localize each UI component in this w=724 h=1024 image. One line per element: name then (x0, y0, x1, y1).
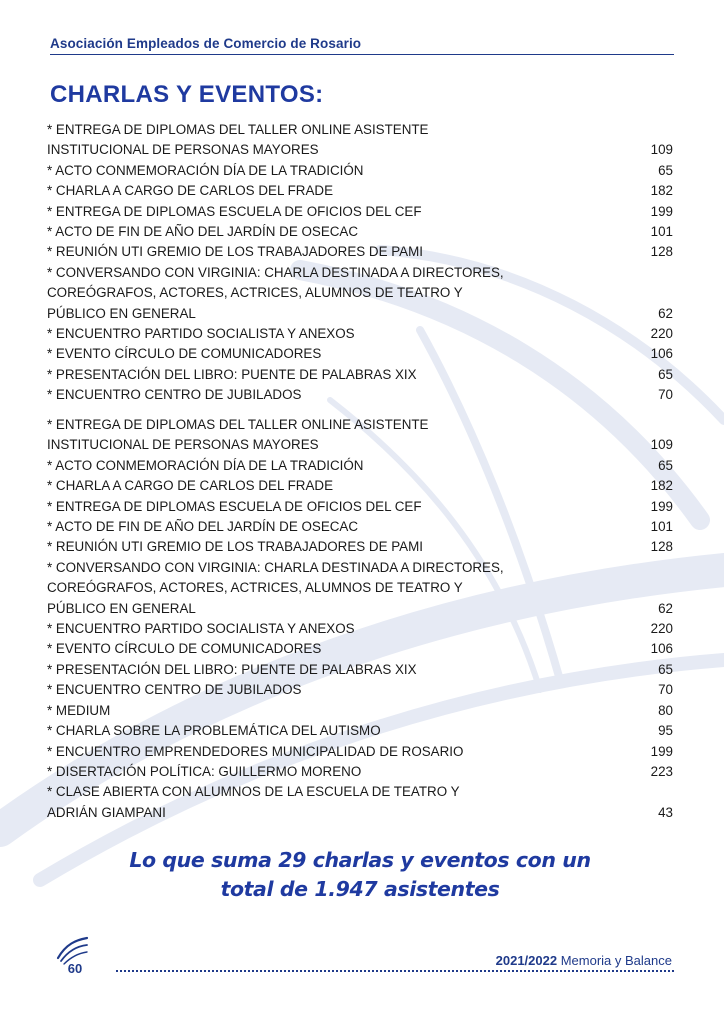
event-attendees: 43 (658, 804, 673, 820)
event-row (47, 263, 673, 324)
event-row (47, 558, 673, 619)
page-header (50, 36, 674, 55)
event-row (47, 619, 673, 639)
event-row (47, 721, 673, 741)
event-name: * ENTREGA DE DIPLOMAS DEL TALLER ONLINE ASISTENTE INSTITUCIONAL DE PERSONAS MAYORES (47, 122, 429, 158)
events-list-first (47, 120, 673, 406)
event-name: * MEDIUM (47, 702, 111, 718)
event-attendees: 199 (650, 498, 673, 514)
event-name: * CLASE ABIERTA CON ALUMNOS DE LA ESCUELA DE TEATRO Y ADRIÁN GIAMPANI (47, 784, 460, 820)
event-attendees: 199 (650, 203, 673, 219)
event-name: * ENTREGA DE DIPLOMAS DEL TALLER ONLINE ASISTENTE INSTITUCIONAL DE PERSONAS MAYORES (47, 417, 429, 453)
event-row (47, 742, 673, 762)
event-attendees: 182 (650, 183, 673, 199)
summary-line-1: Lo que suma 29 charlas y eventos con un (129, 848, 591, 872)
footer-caption (496, 953, 672, 968)
event-attendees: 128 (650, 539, 673, 555)
event-row (47, 242, 673, 262)
event-name: * ENTREGA DE DIPLOMAS ESCUELA DE OFICIOS DEL CEF (47, 203, 422, 219)
event-name: * REUNIÓN UTI GREMIO DE LOS TRABAJADORES DE PAMI (47, 539, 423, 555)
footer-dotted-rule (116, 970, 674, 972)
event-attendees: 65 (658, 162, 673, 178)
event-attendees: 70 (658, 387, 673, 403)
event-name: * CHARLA A CARGO DE CARLOS DEL FRADE (47, 183, 333, 199)
events-list-second (47, 415, 673, 823)
event-name: * ENCUENTRO PARTIDO SOCIALISTA Y ANEXOS (47, 326, 355, 342)
event-row (47, 762, 673, 782)
event-name: * ENCUENTRO PARTIDO SOCIALISTA Y ANEXOS (47, 621, 355, 637)
event-name: * ENCUENTRO CENTRO DE JUBILADOS (47, 387, 302, 403)
event-name: * REUNIÓN UTI GREMIO DE LOS TRABAJADORES DE PAMI (47, 244, 423, 260)
event-attendees: 220 (650, 621, 673, 637)
event-name: * CONVERSANDO CON VIRGINIA: CHARLA DESTINADA A DIRECTORES, COREÓGRAFOS, ACTORES, ACTRICES, ALUMNOS DE TEATRO Y PÚBLICO EN GENERAL (47, 264, 504, 321)
event-attendees: 101 (650, 519, 673, 535)
event-row (47, 365, 673, 385)
event-name: * ENTREGA DE DIPLOMAS ESCUELA DE OFICIOS DEL CEF (47, 498, 422, 514)
event-name: * ACTO CONMEMORACIÓN DÍA DE LA TRADICIÓN (47, 162, 364, 178)
event-row (47, 660, 673, 680)
event-attendees: 62 (658, 600, 673, 616)
event-row (47, 324, 673, 344)
footer-year: 2021/2022 (495, 953, 558, 968)
event-row (47, 537, 673, 557)
event-name: * EVENTO CÍRCULO DE COMUNICADORES (47, 641, 322, 657)
event-row (47, 161, 673, 181)
event-row (47, 517, 673, 537)
event-attendees: 109 (650, 437, 673, 453)
event-row (47, 476, 673, 496)
event-name: * ACTO DE FIN DE AÑO DEL JARDÍN DE OSECAC (47, 519, 359, 535)
event-row (47, 120, 673, 161)
summary-line-2: total de 1.947 asistentes (220, 877, 500, 901)
event-name: * ACTO DE FIN DE AÑO DEL JARDÍN DE OSECAC (47, 224, 359, 240)
event-name: * ENCUENTRO EMPRENDEDORES MUNICIPALIDAD DE ROSARIO (47, 743, 464, 759)
organization-title: Asociación Empleados de Comercio de Rosario (50, 36, 362, 51)
page-number: 60 (67, 961, 83, 976)
event-name: * CHARLA A CARGO DE CARLOS DEL FRADE (47, 478, 333, 494)
event-row (47, 680, 673, 700)
event-name: * CONVERSANDO CON VIRGINIA: CHARLA DESTINADA A DIRECTORES, COREÓGRAFOS, ACTORES, ACTRICES, ALUMNOS DE TEATRO Y PÚBLICO EN GENERAL (47, 559, 504, 616)
event-attendees: 65 (658, 366, 673, 382)
event-row (47, 782, 673, 823)
event-row (47, 497, 673, 517)
event-row (47, 701, 673, 721)
summary-text (60, 846, 660, 904)
event-row (47, 456, 673, 476)
event-attendees: 128 (650, 244, 673, 260)
event-row (47, 385, 673, 405)
event-row (47, 344, 673, 364)
event-name: * CHARLA SOBRE LA PROBLEMÁTICA DEL AUTISMO (47, 723, 381, 739)
event-attendees: 106 (650, 346, 673, 362)
event-name: * ACTO CONMEMORACIÓN DÍA DE LA TRADICIÓN (47, 457, 364, 473)
event-attendees: 62 (658, 305, 673, 321)
page-footer (0, 930, 724, 990)
event-row (47, 222, 673, 242)
event-attendees: 199 (650, 743, 673, 759)
event-attendees: 182 (650, 478, 673, 494)
event-attendees: 101 (650, 224, 673, 240)
event-attendees: 80 (658, 702, 673, 718)
event-attendees: 109 (650, 142, 673, 158)
event-row (47, 202, 673, 222)
event-row (47, 415, 673, 456)
event-attendees: 95 (658, 723, 673, 739)
event-attendees: 223 (650, 763, 673, 779)
event-name: * DISERTACIÓN POLÍTICA: GUILLERMO MORENO (47, 763, 362, 779)
section-title: CHARLAS Y EVENTOS: (50, 81, 324, 108)
event-attendees: 220 (650, 326, 673, 342)
event-attendees: 106 (650, 641, 673, 657)
footer-label: Memoria y Balance (560, 953, 672, 968)
event-attendees: 65 (658, 457, 673, 473)
event-attendees: 70 (658, 682, 673, 698)
event-name: * EVENTO CÍRCULO DE COMUNICADORES (47, 346, 322, 362)
event-name: * PRESENTACIÓN DEL LIBRO: PUENTE DE PALABRAS XIX (47, 661, 417, 677)
event-row (47, 639, 673, 659)
event-name: * PRESENTACIÓN DEL LIBRO: PUENTE DE PALABRAS XIX (47, 366, 417, 382)
event-attendees: 65 (658, 661, 673, 677)
event-name: * ENCUENTRO CENTRO DE JUBILADOS (47, 682, 302, 698)
event-row (47, 181, 673, 201)
